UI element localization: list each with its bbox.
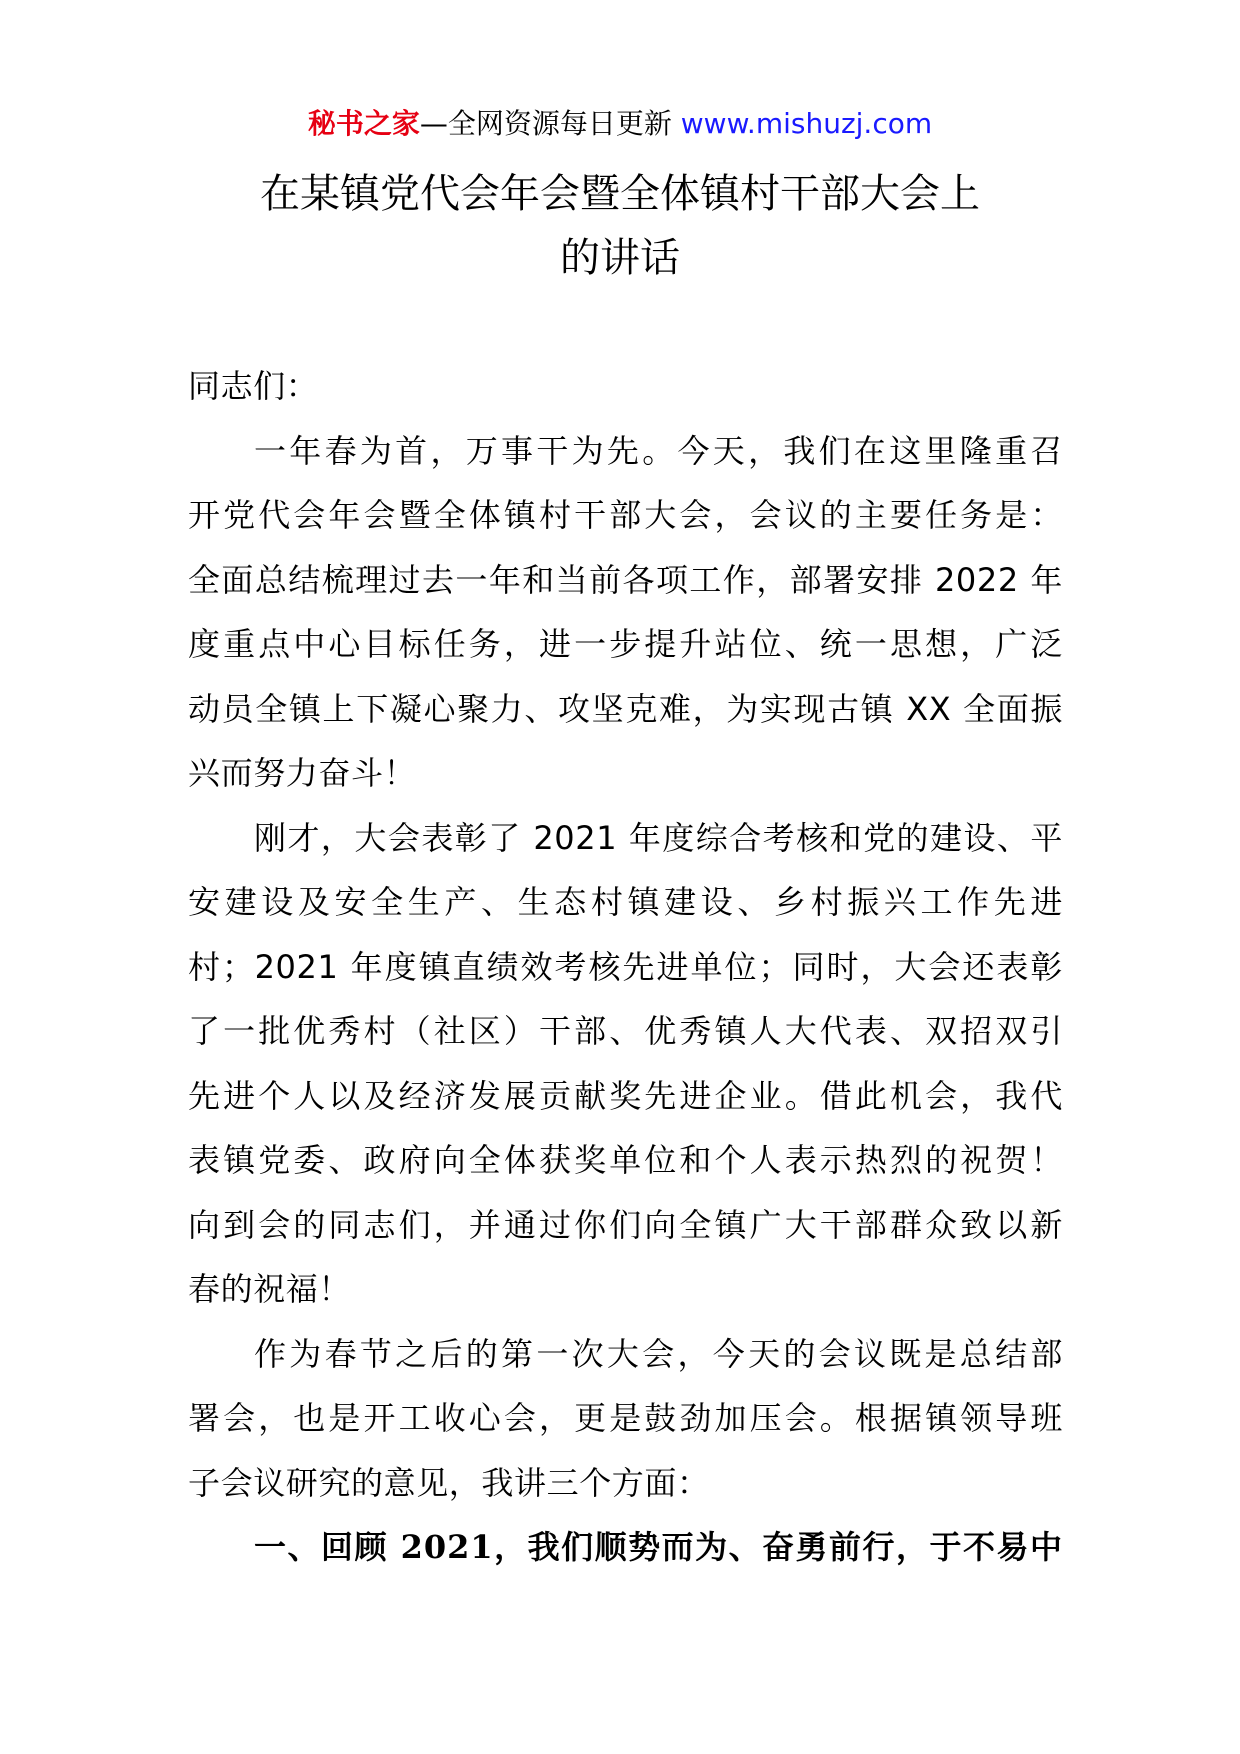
paragraph-line: 村；2021 年度镇直绩效考核先进单位；同时，大会还表彰 <box>188 947 1063 986</box>
title-line: 的讲话 <box>560 235 680 281</box>
paragraph-line: 向到会的同志们，并通过你们向全镇广大干部群众致以新 <box>188 1205 1063 1244</box>
paragraph-line: 安建设及安全生产、生态村镇建设、乡村振兴工作先进 <box>188 883 1063 921</box>
paragraph-line: 作为春节之后的第一次大会，今天的会议既是总结部 <box>254 1334 1063 1373</box>
document-body <box>188 354 1063 1580</box>
paragraph-line: 度重点中心目标任务，进一步提升站位、统一思想，广泛 <box>188 625 1063 663</box>
site-header <box>0 100 1240 148</box>
paragraph-line: 先进个人以及经济发展贡献奖先进企业。借此机会，我代 <box>188 1076 1063 1115</box>
website-link[interactable]: www.mishuzj.com <box>680 107 933 140</box>
paragraph-line: 全面总结梳理过去一年和当前各项工作，部署安排 2022 年 <box>188 560 1063 599</box>
paragraph-line: 一年春为首，万事干为先。今天，我们在这里隆重召 <box>254 431 1063 470</box>
brand-name: 秘书之家 <box>307 107 420 140</box>
salutation: 同志们： <box>188 367 319 405</box>
paragraph-line: 开党代会年会暨全体镇村干部大会，会议的主要任务是： <box>188 496 1063 534</box>
paragraph-line: 署会，也是开工收心会，更是鼓劲加压会。根据镇领导班 <box>188 1399 1063 1437</box>
paragraph-line: 春的祝福！ <box>188 1270 352 1308</box>
document-title <box>150 162 1090 290</box>
paragraph-line: 了一批优秀村（社区）干部、优秀镇人大代表、双招双引 <box>188 1012 1063 1050</box>
title-line: 在某镇党代会年会暨全体镇村干部大会上 <box>260 171 980 217</box>
paragraph-line: 动员全镇上下凝心聚力、攻坚克难，为实现古镇 XX 全面振 <box>188 689 1063 728</box>
paragraph-line: 刚才，大会表彰了 2021 年度综合考核和党的建设、平 <box>254 818 1063 857</box>
paragraph-line: 子会议研究的意见，我讲三个方面： <box>188 1463 710 1502</box>
section-heading: 一、回顾 2021，我们顺势而为、奋勇前行，于不易中 <box>254 1528 1063 1566</box>
header-tagline: —全网资源每日更新 <box>419 107 681 140</box>
paragraph-line: 兴而努力奋斗！ <box>188 754 417 792</box>
paragraph-line: 表镇党委、政府向全体获奖单位和个人表示热烈的祝贺！ <box>188 1141 1063 1179</box>
